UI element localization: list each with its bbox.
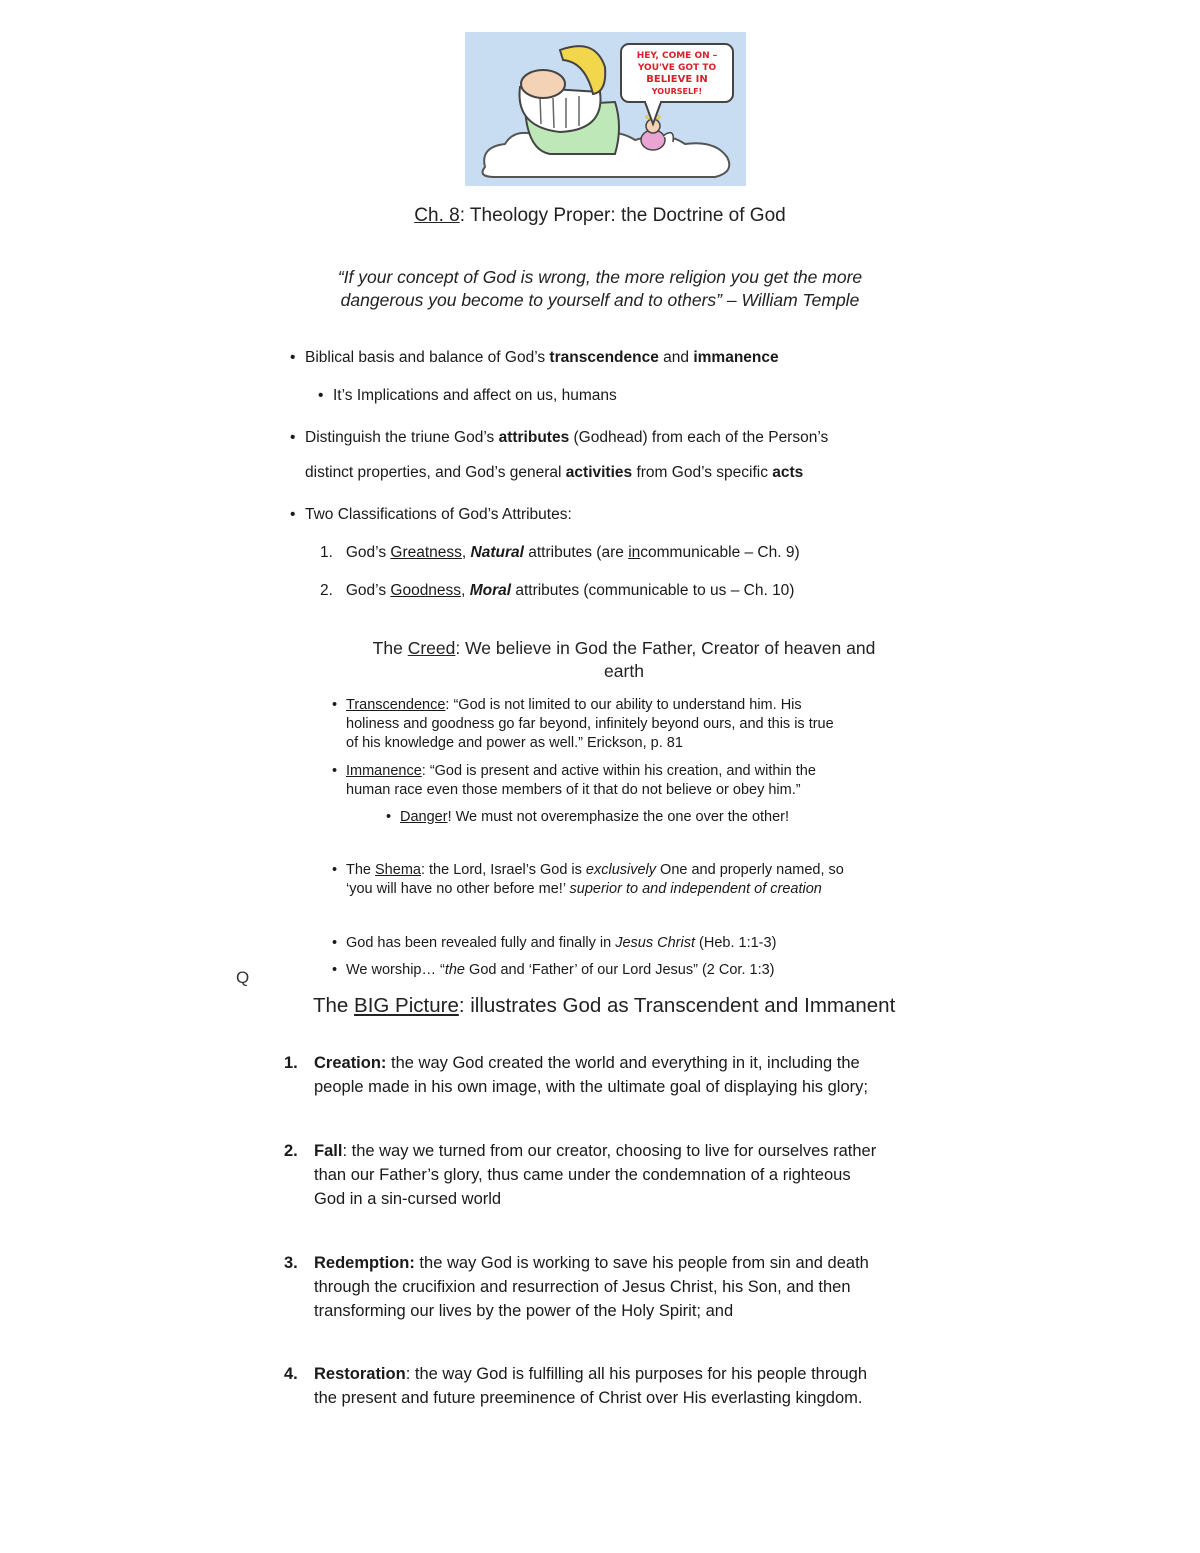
text: ‘you will have no other before me!’ (346, 881, 570, 897)
item-number: 3. (284, 1254, 298, 1272)
underlined-shema: Shema (375, 862, 421, 878)
speech-line-1: HEY, COME ON – (636, 51, 718, 61)
underlined-creed: Creed (407, 638, 456, 658)
stray-letter: Q (236, 968, 250, 987)
bullet-dot: • (332, 935, 338, 951)
label-fall: Fall (314, 1142, 343, 1160)
point-shema (332, 861, 926, 899)
point-danger (386, 808, 790, 827)
title-chapter: Ch. 8 (414, 205, 460, 226)
text: the present and future preeminence of Christ over His everlasting kingdom. (314, 1389, 863, 1407)
italic-exclusively: exclusively (585, 862, 657, 878)
underlined-goodness: Goodness (390, 582, 462, 599)
bold-acts: acts (772, 464, 804, 481)
text: We worship… “ (346, 962, 445, 978)
bullet-dot: • (318, 387, 324, 404)
big-point-creation (284, 1051, 954, 1099)
speech-line-4: YOURSELF! (651, 87, 703, 96)
text: : the way God is fulfilling all his purposes for his people through (405, 1365, 868, 1383)
big-point-restoration (284, 1362, 954, 1410)
bold-activities: activities (565, 464, 633, 481)
creed-line-2: earth (604, 661, 644, 681)
point-transcendence (332, 696, 926, 753)
big-picture-heading (313, 994, 895, 1018)
bullet-dot: • (332, 763, 338, 779)
text: : the way we turned from our creator, choosing to live for ourselves rather (342, 1142, 877, 1160)
underlined-big-picture: BIG Picture (354, 994, 459, 1017)
text: the way God created the world and everything in it, including the (386, 1054, 860, 1072)
bold-italic-natural: Natural (470, 544, 524, 561)
text: human race even those members of it that do not believe or obey him.” (346, 782, 801, 798)
text: Biblical basis and balance of God’s (305, 349, 550, 366)
underlined-danger: Danger (400, 809, 448, 825)
text: The (346, 862, 376, 878)
text: The (372, 638, 408, 658)
bullet-implications (318, 387, 617, 405)
text: : “God is not limited to our ability to understand him. His (445, 697, 802, 713)
underlined-greatness: Greatness (390, 544, 462, 561)
text: ! We must not overemphasize the one over the other! (447, 809, 790, 825)
text: God and ‘Father’ of our Lord Jesus” (2 Cor. 1:3) (465, 962, 775, 978)
bullet-dot: • (386, 809, 392, 825)
text: attributes (are (523, 544, 629, 561)
text: of his knowledge and power as well.” Erickson, p. 81 (346, 735, 683, 751)
quote-line-1: “If your concept of God is wrong, the more religion you get the more (337, 267, 863, 287)
creed-heading (330, 637, 918, 683)
text: God in a sin-cursed world (314, 1190, 502, 1208)
bullet-dot: • (332, 862, 338, 878)
italic-jesus-christ: Jesus Christ (615, 935, 696, 951)
numbered-greatness (320, 544, 800, 562)
comic-illustration (465, 32, 746, 186)
italic-the: the (444, 962, 466, 978)
label-redemption: Redemption: (314, 1254, 415, 1272)
italic-superior: superior to and independent of creation (569, 881, 822, 897)
text: : the Lord, Israel’s God is (420, 862, 586, 878)
quote (250, 266, 950, 312)
text: transforming our lives by the power of the Holy Spirit; and (314, 1302, 734, 1320)
numbered-goodness (320, 582, 794, 600)
text: : illustrates God as Transcendent and Immanent (458, 994, 896, 1017)
bullet-dot: • (290, 429, 296, 446)
bold-attributes: attributes (498, 429, 570, 446)
text: It’s Implications and affect on us, humans (333, 387, 617, 404)
bold-immanence: immanence (693, 349, 779, 366)
text: than our Father’s glory, thus came under the condemnation of a righteous (314, 1166, 851, 1184)
text: holiness and goodness go far beyond, infinitely beyond ours, and this is true (346, 716, 834, 732)
text: : We believe in God the Father, Creator of heaven and (455, 638, 876, 658)
page-title (0, 205, 1200, 227)
point-revealed (332, 934, 777, 953)
big-point-redemption (284, 1251, 954, 1323)
item-number: 4. (284, 1365, 298, 1383)
item-number: 2. (320, 582, 333, 599)
bold-transcendence: transcendence (549, 349, 659, 366)
bullet-classifications (290, 506, 572, 524)
text: distinct properties, and God’s general (305, 464, 566, 481)
label-creation: Creation: (314, 1054, 387, 1072)
bullet-biblical-basis (290, 349, 779, 367)
label-restoration: Restoration (314, 1365, 406, 1383)
text: communicable – Ch. 9) (640, 544, 800, 561)
text: attributes (communicable to us – Ch. 10) (511, 582, 795, 599)
underlined-transcendence: Transcendence (346, 697, 446, 713)
bold-italic-moral: Moral (469, 582, 512, 599)
text: from God’s specific (632, 464, 773, 481)
title-rest: : Theology Proper: the Doctrine of God (459, 205, 786, 226)
bullet-dot: • (290, 349, 296, 366)
underlined-immanence: Immanence (346, 763, 422, 779)
big-point-fall (284, 1139, 954, 1211)
bullet-dot: • (332, 962, 338, 978)
text: through the crucifixion and resurrection of Jesus Christ, his Son, and then (314, 1278, 851, 1296)
text: , (461, 544, 471, 561)
text: The (313, 994, 355, 1017)
text: the way God is working to save his people from sin and death (414, 1254, 869, 1272)
text: people made in his own image, with the ultimate goal of displaying his glory; (314, 1078, 868, 1096)
point-immanence (332, 762, 926, 800)
text: God has been revealed fully and finally in (346, 935, 616, 951)
text: Two Classifications of God’s Attributes: (305, 506, 572, 523)
text: One and properly named, so (656, 862, 844, 878)
bullet-distinguish-line2 (305, 464, 803, 482)
text: (Heb. 1:1-3) (695, 935, 777, 951)
speech-line-2: YOU'VE GOT TO (637, 63, 717, 73)
text: : “God is present and active within his creation, and within the (421, 763, 816, 779)
text: and (658, 349, 694, 366)
point-worship (332, 961, 775, 980)
item-number: 1. (320, 544, 333, 561)
text: Distinguish the triune God’s (305, 429, 499, 446)
bullet-dot: • (332, 697, 338, 713)
text: God’s (345, 582, 391, 599)
text: (Godhead) from each of the Person’s (569, 429, 829, 446)
quote-line-2: dangerous you become to yourself and to others” – William Temple (340, 290, 860, 310)
text: God’s (345, 544, 391, 561)
bullet-distinguish (290, 429, 829, 447)
underlined-in: in (628, 544, 641, 561)
text: , (461, 582, 470, 599)
item-number: 1. (284, 1054, 298, 1072)
item-number: 2. (284, 1142, 298, 1160)
bullet-dot: • (290, 506, 296, 523)
cartoon-image (465, 32, 746, 186)
speech-line-3: BELIEVE IN (646, 74, 708, 85)
